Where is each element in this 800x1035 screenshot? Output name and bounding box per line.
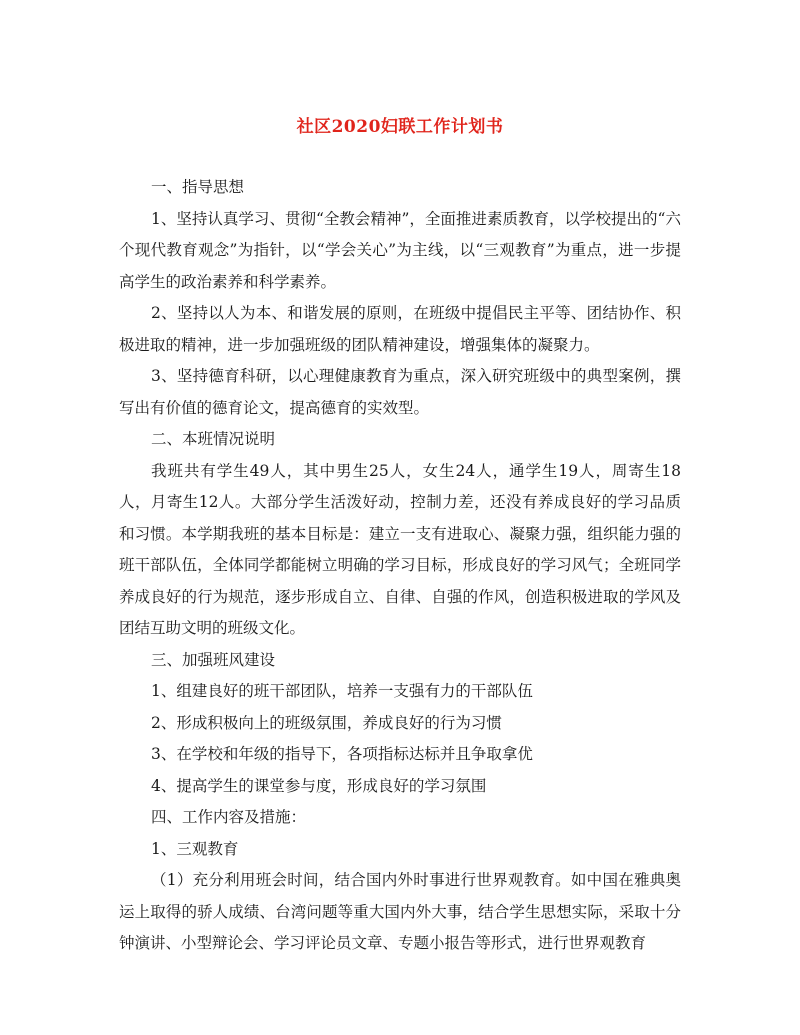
section-heading: 一、指导思想 — [151, 178, 245, 196]
list-item: 1、组建良好的班干部团队，培养一支强有力的干部队伍 — [151, 682, 533, 700]
document-body — [119, 172, 681, 960]
paragraph: 3、坚持德育科研，以心理健康教育为重点，深入研究班级中的典型案例，撰写出有价值的德育论文，提高德育的实效型。 — [119, 367, 681, 417]
subsection-heading: 1、三观教育 — [151, 839, 239, 858]
section-heading: 四、工作内容及措施： — [151, 808, 307, 826]
paragraph: 2、坚持以人为本、和谐发展的原则，在班级中提倡民主平等、团结协作、积极进取的精神，进一步加强班级的团队精神建设，增强集体的凝聚力。 — [119, 304, 681, 354]
section-heading: 二、本班情况说明 — [151, 430, 276, 448]
section-heading: 三、加强班风建设 — [151, 650, 276, 669]
paragraph: 我班共有学生49人，其中男生25人，女生24人，通学生19人，周寄生18人，月寄生12人。大部分学生活泼好动，控制力差，还没有养成良好的学习品质和习惯。本学期我班的基本目标是：建立一支有进取心、凝聚力强，组织能力强的班干部队伍，全体同学都能树立明确的学习目标，形成良好的学习风气；全班同学养成良好的行为规范，逐步形成自立、自律、自强的作风，创造积极进取的学风及团结互助文明的班级文化。 — [119, 461, 681, 637]
paragraph: 1、坚持认真学习、贯彻“全教会精神”，全面推进素质教育，以学校提出的“六个现代教育观念”为指针，以“学会关心”为主线，以“三观教育”为重点，进一步提高学生的政治素养和科学素养。 — [119, 209, 681, 291]
list-item: 3、在学校和年级的指导下，各项指标达标并且争取拿优 — [151, 745, 533, 763]
document-title: 社区2020妇联工作计划书 — [296, 117, 504, 137]
list-item: 4、提高学生的课堂参与度，形成良好的学习氛围 — [151, 776, 487, 795]
list-item: 2、形成积极向上的班级氛围，养成良好的行为习惯 — [151, 713, 502, 732]
paragraph: （1）充分利用班会时间，结合国内外时事进行世界观教育。如中国在雅典奥运上取得的骄人成绩、台湾问题等重大国内外大事，结合学生思想实际，采取十分钟演讲、小型辩论会、学习评论员文章、专题小报告等形式，进行世界观教育 — [119, 871, 681, 952]
